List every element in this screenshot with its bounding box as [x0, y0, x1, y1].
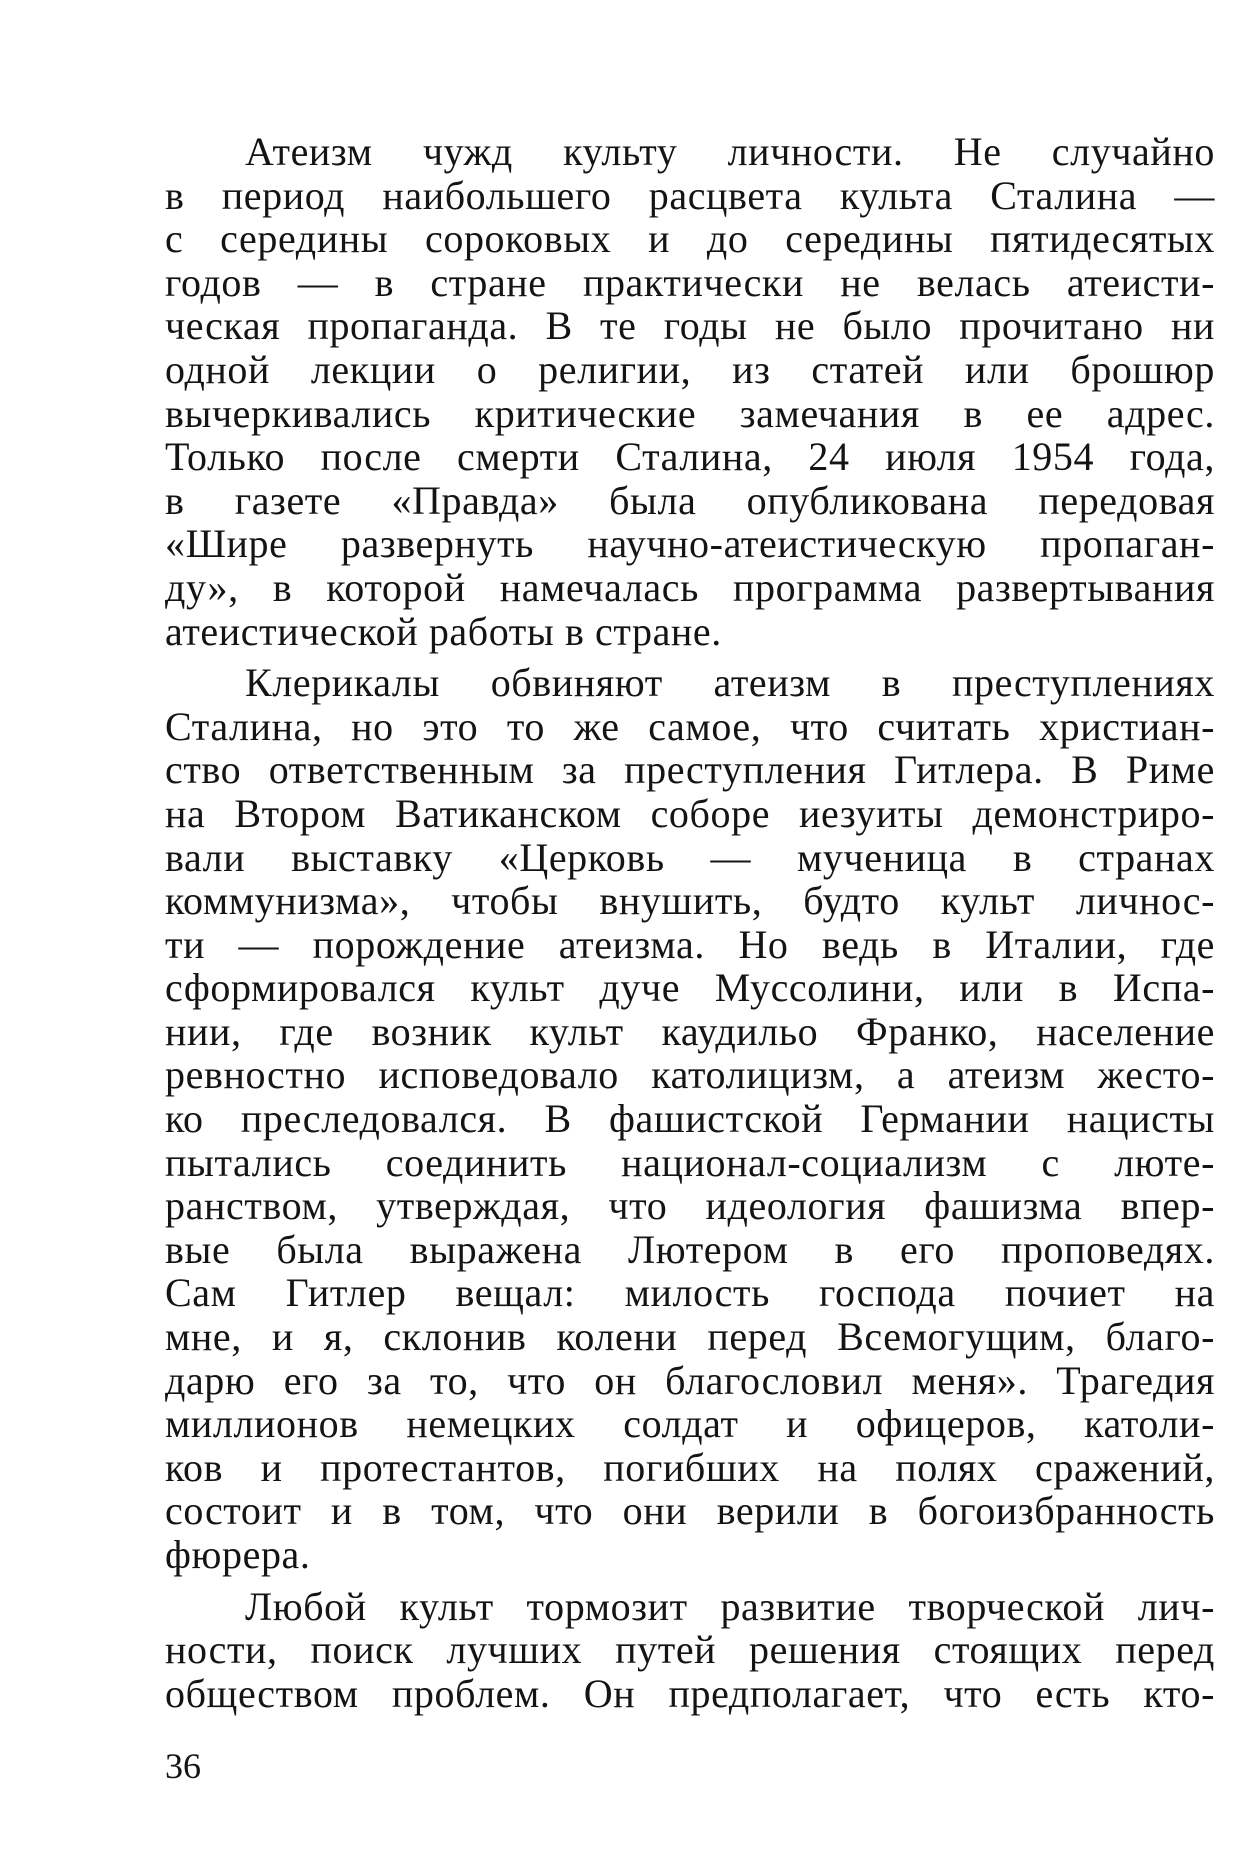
- text-line: коммунизма», чтобы внушить, будто культ личнос-: [165, 878, 1215, 924]
- text-line: вали выставку «Церковь — мученица в странах: [165, 834, 1215, 880]
- text-line: ревностно исповедовало католицизм, а атеизм жесто-: [165, 1052, 1215, 1098]
- text-line: Клерикалы обвиняют атеизм в преступлениях: [245, 660, 1215, 706]
- paragraph-2: [165, 661, 1215, 1576]
- paragraph-3: [165, 1585, 1215, 1716]
- text-line: атеистической работы в стране.: [165, 608, 722, 654]
- text-line: годов — в стране практически не велась атеисти-: [165, 259, 1215, 305]
- text-line: сформировался культ дуче Муссолини, или в Испа-: [165, 965, 1215, 1011]
- text-line: ков и протестантов, погибших на полях сражений,: [165, 1444, 1215, 1490]
- text-line: на Втором Ватиканском соборе иезуиты демонстриро-: [165, 790, 1215, 836]
- text-line: в период наибольшего расцвета культа Сталина —: [165, 172, 1215, 218]
- text-line: обществом проблем. Он предполагает, что есть кто-: [165, 1670, 1215, 1716]
- text-line: ческая пропаганда. В те годы не было прочитано ни: [165, 303, 1215, 349]
- text-line: вые была выражена Лютером в его проповедях.: [165, 1226, 1215, 1272]
- text-line: одной лекции о религии, из статей или брошюр: [165, 346, 1215, 392]
- text-line: нии, где возник культ каудильо Франко, население: [165, 1008, 1215, 1054]
- text-line: ранством, утверждая, что идеология фашизма впер-: [165, 1183, 1215, 1229]
- text-line: мне, и я, склонив колени перед Всемогущим, благо-: [165, 1314, 1215, 1360]
- text-line: пытались соединить национал-социализм с люте-: [165, 1139, 1215, 1185]
- text-line: ду», в которой намечалась программа развертывания: [165, 564, 1215, 610]
- text-line: миллионов немецких солдат и офицеров, католи-: [165, 1401, 1215, 1447]
- text-line: Сталина, но это то же самое, что считать христиан-: [165, 703, 1215, 749]
- text-line: ство ответственным за преступления Гитлера. В Риме: [165, 747, 1215, 793]
- text-line: фюрера.: [165, 1532, 311, 1577]
- text-line: Только после смерти Сталина, 24 июля 1954 года,: [165, 434, 1215, 480]
- page-number: 36: [165, 1746, 201, 1786]
- text-line: дарю его за то, что он благословил меня». Трагедия: [165, 1357, 1215, 1403]
- text-line: состоит и в том, что они верили в богоизбранность: [165, 1488, 1215, 1534]
- body-text: [165, 130, 1215, 1715]
- text-line: с середины сороковых и до середины пятидесятых: [165, 216, 1215, 262]
- text-line: ности, поиск лучших путей решения стоящих перед: [165, 1627, 1215, 1673]
- text-line: ти — порождение атеизма. Но ведь в Италии, где: [165, 921, 1215, 967]
- text-line: Сам Гитлер вещал: милость господа почиет на: [165, 1270, 1215, 1316]
- paragraph-1: [165, 130, 1215, 653]
- text-line: вычеркивались критические замечания в ее адрес.: [165, 390, 1215, 436]
- text-line: в газете «Правда» была опубликована передовая: [165, 477, 1215, 523]
- text-line: «Шире развернуть научно-атеистическую пропаган-: [165, 521, 1215, 567]
- text-line: Атеизм чужд культу личности. Не случайно: [245, 129, 1215, 174]
- text-line: ко преследовался. В фашистской Германии нацисты: [165, 1096, 1215, 1142]
- text-line: Любой культ тормозит развитие творческой лич-: [245, 1583, 1215, 1629]
